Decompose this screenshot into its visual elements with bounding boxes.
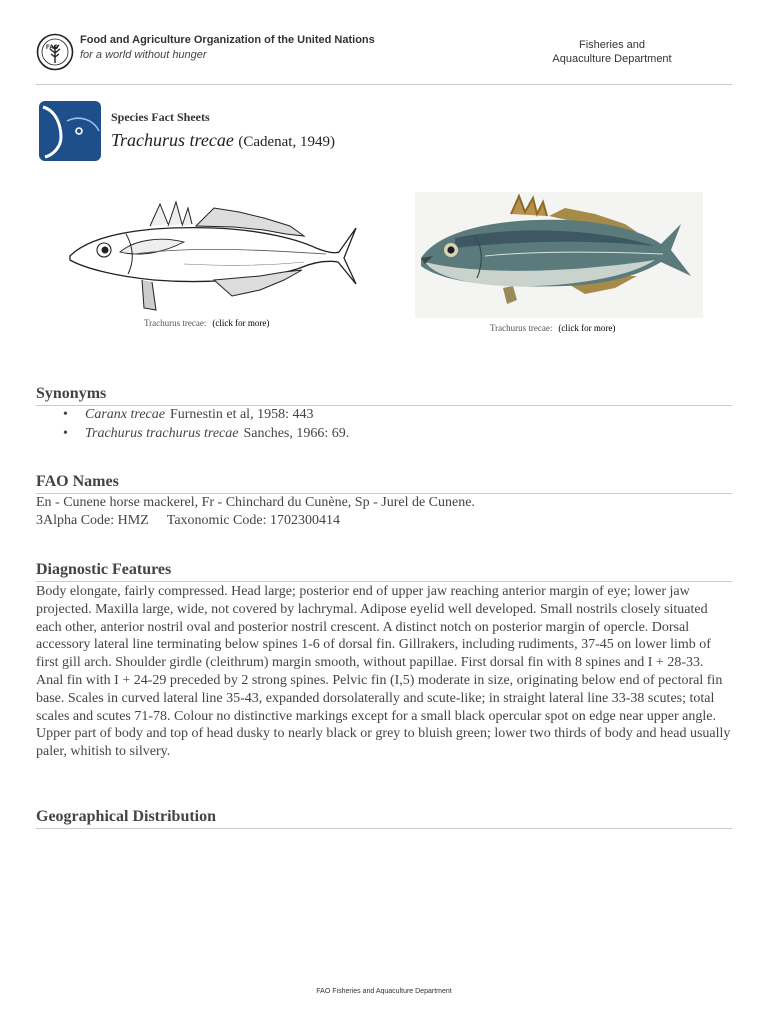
geographical-distribution-heading: Geographical Distribution <box>36 808 217 825</box>
fish-photo-caption <box>490 323 615 333</box>
org-tagline: for a world without hunger <box>80 49 207 61</box>
synonym-name: Caranx trecae <box>85 407 165 422</box>
department-line-1: Fisheries and <box>578 39 646 51</box>
page-header <box>36 33 732 83</box>
fao-names-line: En - Cunene horse mackerel, Fr - Chinchard du Cunène, Sp - Jurel de Cunene. <box>36 495 475 510</box>
taxonomic-code: Taxonomic Code: 1702300414 <box>166 513 340 528</box>
synonym-reference: Furnestin et al, 1958: 443 <box>169 407 314 422</box>
diagnostic-features-text: Body elongate, fairly compressed. Head large; posterior end of upper jaw reaching anterior margin of eye; lower jaw projected. Maxilla large, wide, not covered by lachrymal. Adipose eyelid well developed. Small nostrils closely situated each other, anterior nostril oval and posterior nostril crescent. A distinct notch on posterior margin of opercle. Dorsal accessory lateral line terminating below spines 1-6 of dorsal fin. Gillrakers, including rudiments, 37-45 on lower limb of first gill arch. Shoulder girdle (cleithrum) margin smooth, without papillae. First dorsal fin with 8 spines and I + 28-33. Anal fin with I + 24-29 preceded by 2 strong spines. Pelvic fin (I,5) moderate in size, originating below end of pectoral fin base. Scales in curved lateral line 35-43, expanded dorsolaterally and scute-like; in straight lateral line 33-38 scutes; total scales and scutes 71-78. Colour no distinctive markings except for a small black opercular spot on edge near upper angle. Upper part of body and top of head dusky to nearly black or grey to bluish green; lower two thirds of body and head usually paler, whitish to silvery. <box>36 584 731 760</box>
fish-photo-image[interactable] <box>415 192 703 318</box>
synonyms-list <box>63 405 349 443</box>
fish-drawing-caption-text: Trachurus trecae: <box>144 318 207 328</box>
fish-photo-more-link[interactable]: (click for more) <box>558 323 616 333</box>
header-divider <box>36 84 732 85</box>
synonym-name: Trachurus trachurus trecae <box>85 426 239 441</box>
species-fact-sheet-fish-icon <box>39 101 101 161</box>
fao-logo-icon[interactable] <box>36 33 74 71</box>
department-line-2: Aquaculture Department <box>552 53 672 65</box>
synonyms-heading: Synonyms <box>36 385 107 402</box>
alpha-code: 3Alpha Code: HMZ <box>36 513 149 528</box>
department-name[interactable] <box>532 38 692 66</box>
fao-logo-letters: FAO <box>46 45 59 51</box>
fish-drawing-more-link[interactable]: (click for more) <box>212 318 270 328</box>
synonym-reference: Sanches, 1966: 69. <box>243 426 350 441</box>
species-title <box>111 130 335 151</box>
geographical-distribution-divider <box>36 828 732 829</box>
species-fact-sheets-label: Species Fact Sheets <box>111 110 210 124</box>
fish-drawing-caption <box>144 318 269 328</box>
org-name: Food and Agriculture Organization of the United Nations <box>80 34 375 46</box>
fish-photo-caption-text: Trachurus trecae: <box>490 323 553 333</box>
list-item <box>63 424 349 443</box>
fish-drawing-image[interactable] <box>64 196 358 314</box>
page-footer: FAO Fisheries and Aquaculture Department <box>316 988 452 995</box>
fao-codes-line <box>36 511 340 530</box>
species-authority: (Cadenat, 1949) <box>238 134 335 150</box>
fao-names-heading: FAO Names <box>36 473 119 490</box>
list-item <box>63 405 349 424</box>
diagnostic-features-divider <box>36 581 732 582</box>
scientific-name: Trachurus trecae <box>111 130 234 150</box>
diagnostic-features-heading: Diagnostic Features <box>36 561 172 578</box>
